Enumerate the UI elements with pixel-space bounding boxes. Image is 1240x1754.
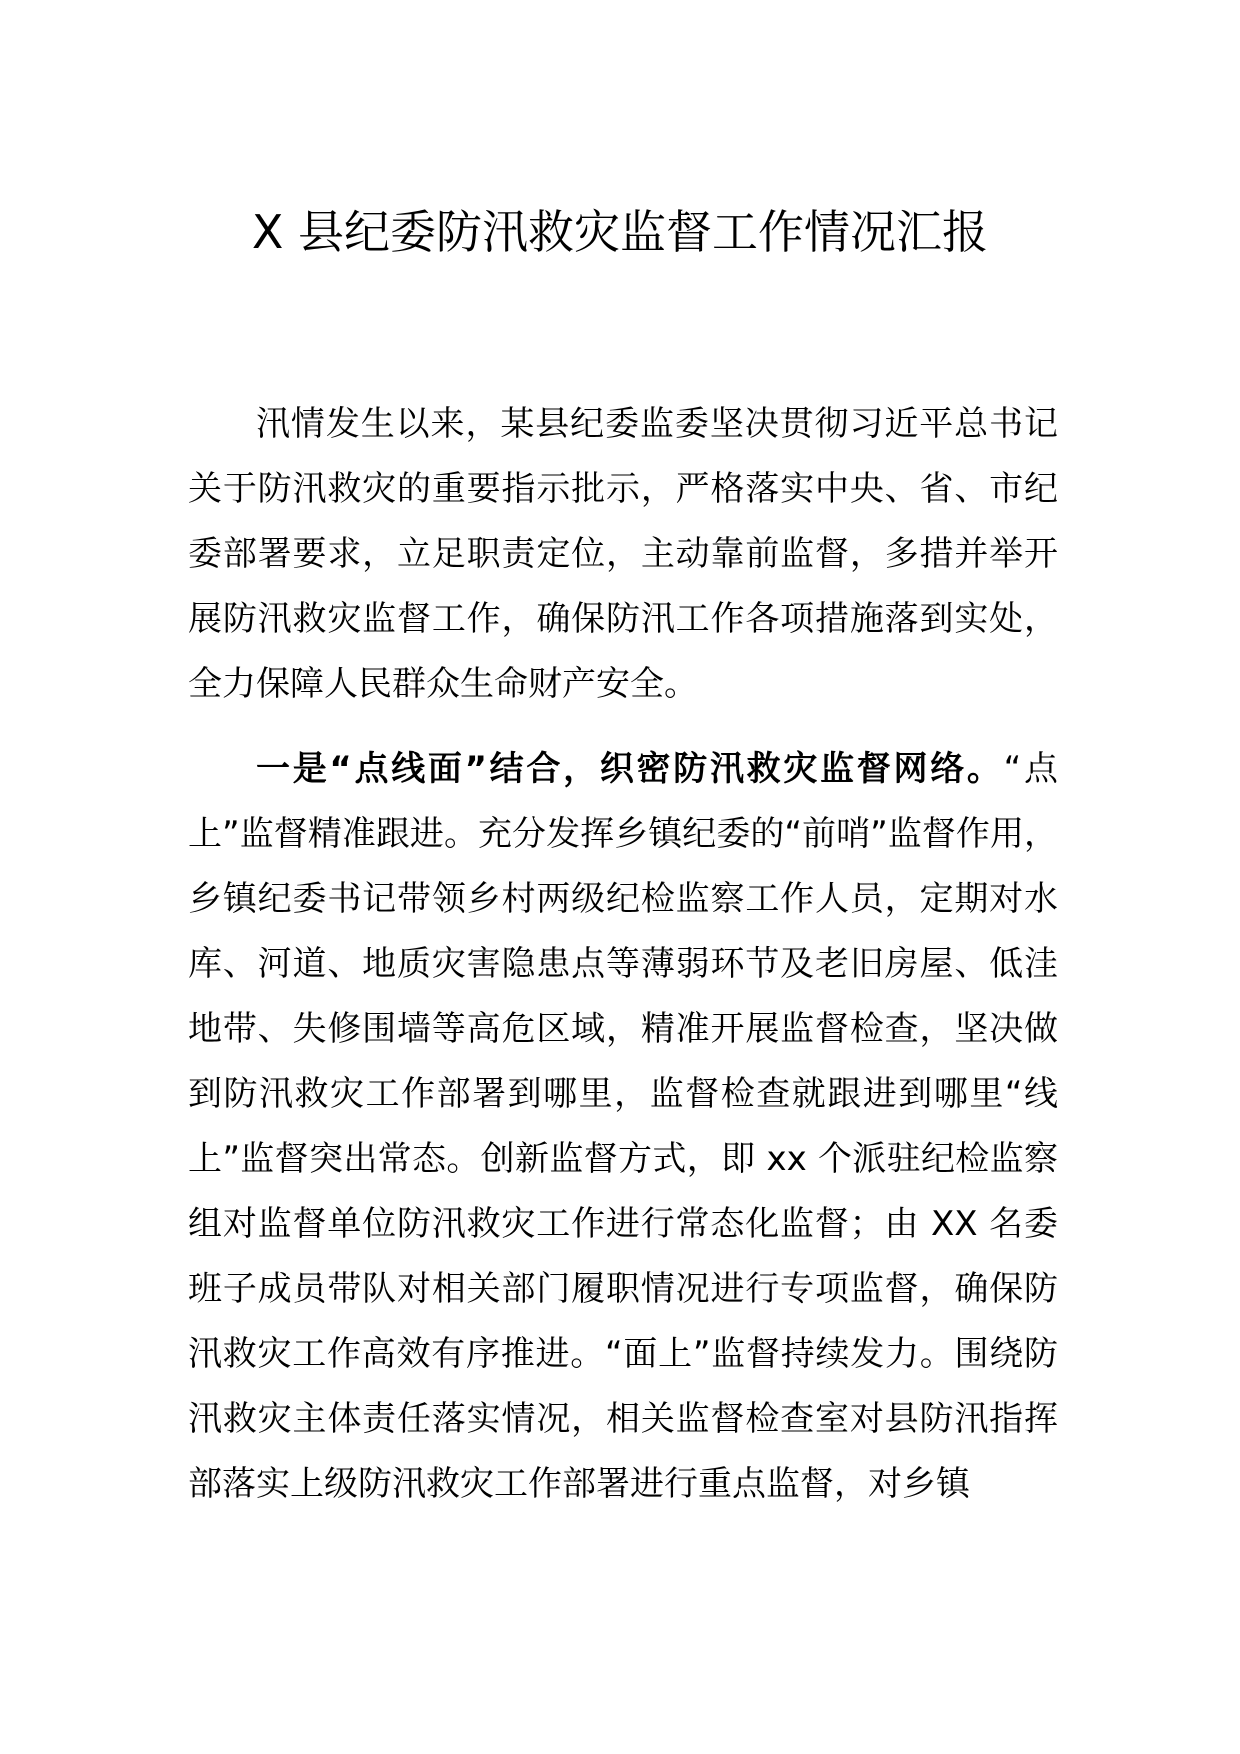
document-title: X 县纪委防汛救灾监督工作情况汇报: [251, 205, 989, 259]
section-one-heading: 一是“点线面”结合，织密防汛救灾监督网络。: [256, 749, 1004, 789]
paragraph-intro-text: 汛情发生以来，某县纪委监委坚决贯彻习近平总书记关于防汛救灾的重要指示批示，严格落实中央、省、市纪委部署要求，立足职责定位，主动靠前监督，多措并举开展防汛救灾监督工作，确保防汛工作各项措施落到实处，全力保障人民群众生命财产安全。: [188, 404, 1058, 704]
document-body: [188, 392, 1058, 1517]
paragraph-section-one: [188, 737, 1058, 1517]
paragraph-section-one-text: “点上”监督精准跟进。充分发挥乡镇纪委的“前哨”监督作用，乡镇纪委书记带领乡村两级纪检监察工作人员，定期对水库、河道、地质灾害隐患点等薄弱环节及老旧房屋、低洼地带、失修围墙等高危区域，精准开展监督检查，坚决做到防汛救灾工作部署到哪里，监督检查就跟进到哪里“线上”监督突出常态。创新监督方式，即 xx 个派驻纪检监察组对监督单位防汛救灾工作进行常态化监督；由 XX 名委班子成员带队对相关部门履职情况进行专项监督，确保防汛救灾工作高效有序推进。“面上”监督持续发力。围绕防汛救灾主体责任落实情况，相关监督检查室对县防汛指挥部落实上级防汛救灾工作部署进行重点监督，对乡镇: [188, 749, 1058, 1504]
paragraph-intro: [188, 392, 1058, 717]
